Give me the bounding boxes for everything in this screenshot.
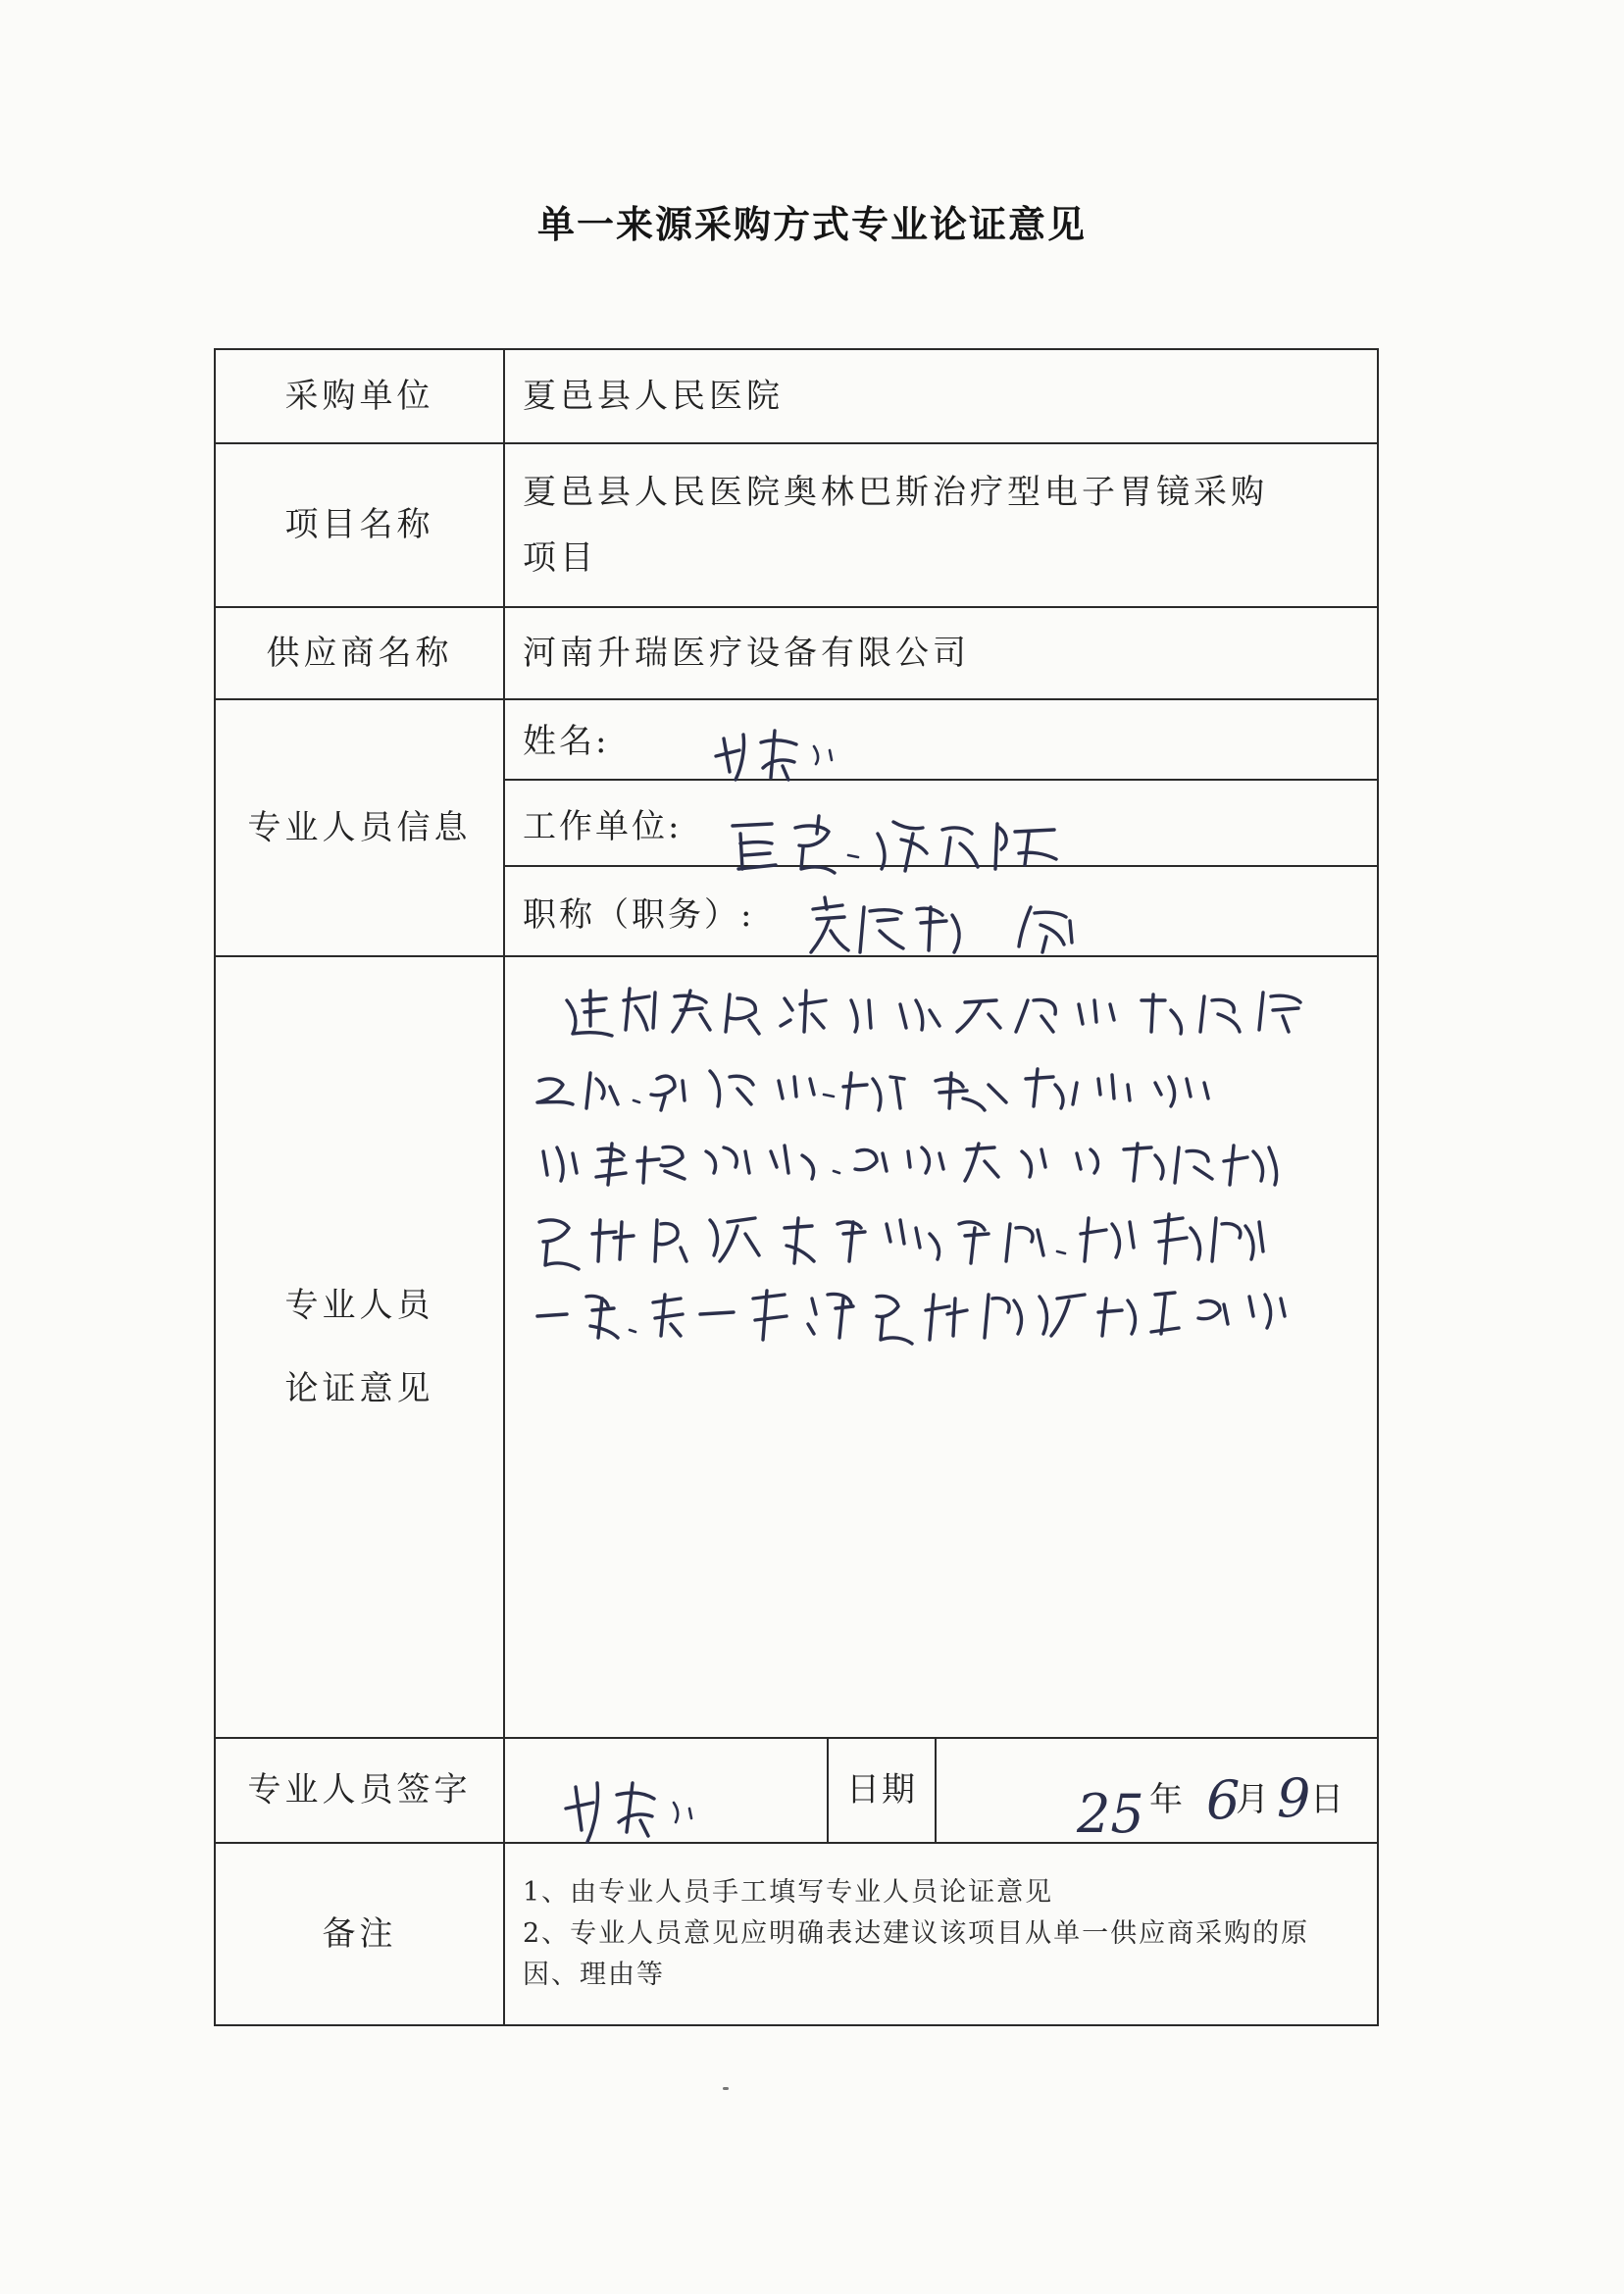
document-title: 单一来源采购方式专业论证意见	[536, 202, 1087, 246]
project-label: 项目名称	[215, 443, 504, 607]
workplace-label: 工作单位:	[523, 806, 683, 846]
project-value	[504, 443, 1378, 607]
project-row	[215, 443, 1378, 607]
date-day-unit: 日	[1310, 1780, 1344, 1819]
opinion-line-4	[539, 1214, 1263, 1269]
remarks-row	[215, 1843, 1378, 2025]
remark-item-2: 2、专业人员意见应明确表达建议该项目从单一供应商采购的原因、理由等	[523, 1918, 1310, 1990]
expert-info-label: 专业人员信息	[215, 699, 504, 956]
date-value	[1059, 1756, 1383, 1867]
remark-item-1: 1、由专业人员手工填写专业人员论证意见	[523, 1877, 1054, 1909]
project-value-line-1: 夏邑县人民医院奥林巴斯治疗型电子胃镜采购	[523, 473, 1268, 513]
name-label: 姓名:	[523, 722, 610, 761]
date-month-handwritten: 6	[1206, 1769, 1241, 1831]
project-value-line-2: 项目	[523, 537, 597, 578]
remarks-label: 备注	[215, 1843, 504, 2025]
page-speck	[723, 2087, 729, 2090]
handwritten-professional-title	[799, 888, 1152, 970]
name-field	[504, 699, 1378, 780]
purchaser-row	[215, 349, 1378, 443]
signature-label: 专业人员签字	[215, 1738, 504, 1843]
date-label: 日期	[828, 1738, 936, 1843]
handwritten-name-signature	[706, 721, 863, 803]
handwritten-workplace	[721, 804, 1074, 887]
date-year-unit: 年	[1149, 1780, 1183, 1819]
opinion-line-2	[537, 1069, 1208, 1110]
remarks-content	[504, 1843, 1378, 2025]
purchaser-label: 采购单位	[215, 349, 504, 443]
opinion-label	[215, 956, 504, 1738]
opinion-label-line-1: 专业人员	[284, 1285, 434, 1325]
date-year-handwritten: 25	[1077, 1783, 1144, 1845]
date-day-handwritten: 9	[1277, 1767, 1311, 1829]
supplier-row	[215, 607, 1378, 699]
expert-signature	[554, 1773, 750, 1865]
title-label: 职称（职务）:	[523, 894, 755, 935]
opinion-line-3	[543, 1144, 1277, 1185]
opinion-line-5	[537, 1291, 1285, 1344]
opinion-line-1	[567, 989, 1300, 1036]
supplier-value: 河南升瑞医疗设备有限公司	[504, 607, 1378, 699]
date-month-unit: 月	[1236, 1780, 1269, 1819]
purchaser-value: 夏邑县人民医院	[504, 349, 1378, 443]
handwritten-professional-opinion	[528, 971, 1381, 1406]
opinion-label-line-2: 论证意见	[284, 1368, 434, 1408]
supplier-label: 供应商名称	[215, 607, 504, 699]
